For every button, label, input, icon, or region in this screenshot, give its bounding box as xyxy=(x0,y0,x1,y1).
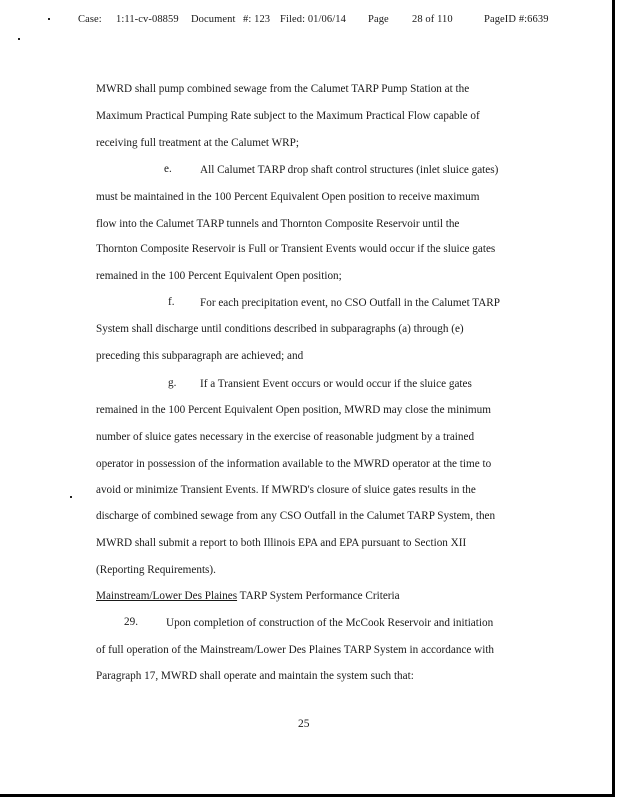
subparagraph-e-marker: e. xyxy=(164,163,172,175)
body-line: of full operation of the Mainstream/Lower Des Plaines TARP System in accordance with xyxy=(96,644,495,656)
subparagraph-f-marker: f. xyxy=(168,296,175,308)
body-line: System shall discharge until conditions described in subparagraphs (a) through (e) xyxy=(96,323,464,335)
subparagraph-g-marker: g. xyxy=(168,377,177,389)
court-filing-header xyxy=(78,14,549,25)
page-of: 28 of 110 xyxy=(412,14,453,25)
body-line: receiving full treatment at the Calumet WRP; xyxy=(96,137,299,149)
body-line: remained in the 100 Percent Equivalent Open position; xyxy=(96,270,342,282)
body-line: Paragraph 17, MWRD shall operate and maintain the system such that: xyxy=(96,670,414,682)
body-line: MWRD shall submit a report to both Illinois EPA and EPA pursuant to Section XII xyxy=(96,537,467,549)
section-heading-rest: TARP System Performance Criteria xyxy=(237,590,400,602)
body-line: If a Transient Event occurs or would occur if the sluice gates xyxy=(200,378,472,390)
body-line: discharge of combined sewage from any CSO Outfall in the Calumet TARP System, then xyxy=(96,510,496,522)
body-line: operator in possession of the information available to the MWRD operator at the time to xyxy=(96,458,492,470)
body-line: All Calumet TARP drop shaft control structures (inlet sluice gates) xyxy=(200,164,499,176)
section-heading-underlined: Mainstream/Lower Des Plaines xyxy=(96,590,238,602)
paragraph-29-number: 29. xyxy=(124,616,138,628)
page-id: PageID #:6639 xyxy=(484,14,549,25)
scan-speck xyxy=(18,38,20,40)
body-line: Maximum Practical Pumping Rate subject to the Maximum Practical Flow capable of xyxy=(96,110,480,122)
page-number: 25 xyxy=(298,718,310,730)
body-line: flow into the Calumet TARP tunnels and Thornton Composite Reservoir until the xyxy=(96,218,460,230)
body-line: Upon completion of construction of the McCook Reservoir and initiation xyxy=(166,617,494,629)
body-line: avoid or minimize Transient Events. If MWRD's closure of sluice gates results in the xyxy=(96,484,476,496)
case-number: 1:11-cv-08859 xyxy=(116,14,179,25)
case-label: Case: xyxy=(78,14,102,25)
body-line: must be maintained in the 100 Percent Equivalent Open position to receive maximum xyxy=(96,191,480,203)
body-line: remained in the 100 Percent Equivalent Open position, MWRD may close the minimum xyxy=(96,404,491,416)
page-label: Page xyxy=(368,14,389,25)
section-heading xyxy=(96,589,400,603)
body-line: preceding this subparagraph are achieved; and xyxy=(96,350,304,362)
filed-date: Filed: 01/06/14 xyxy=(280,14,346,25)
body-line: Thornton Composite Reservoir is Full or Transient Events would occur if the sluice gates xyxy=(96,243,496,255)
body-line: MWRD shall pump combined sewage from the Calumet TARP Pump Station at the xyxy=(96,83,470,95)
document-number: #: 123 xyxy=(243,14,271,25)
scan-speck xyxy=(70,496,72,498)
body-line: For each precipitation event, no CSO Outfall in the Calumet TARP xyxy=(200,297,500,309)
scan-speck xyxy=(48,18,50,20)
body-line: number of sluice gates necessary in the exercise of reasonable judgment by a trained xyxy=(96,431,475,443)
body-line: (Reporting Requirements). xyxy=(96,564,216,576)
document-label: Document xyxy=(191,14,236,25)
